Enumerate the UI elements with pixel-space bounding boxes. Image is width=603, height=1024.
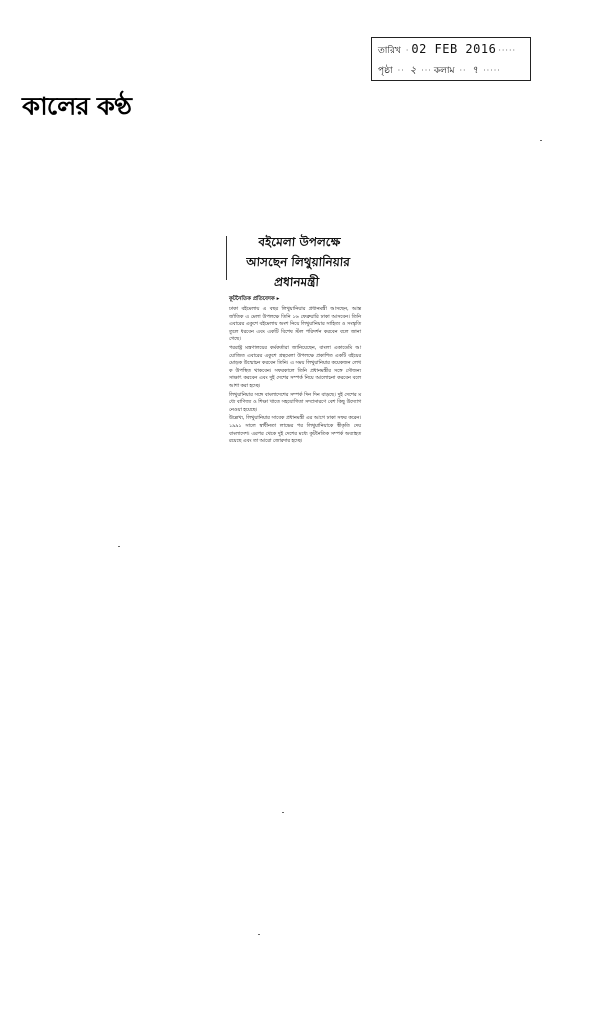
stamp-column-value: ৭ [471, 65, 479, 76]
article-paragraph: লিথুয়ানিয়ার সঙ্গে বাংলাদেশের সম্পর্ক দিন দিন বাড়ছে। দুই দেশের মধ্যে বাণিজ্য ও শিক্ষা খাতে সহযোগিতা সম্প্রসারণে বেশ কিছু উদ্যোগ নেওয়া হয়েছে। [229, 391, 361, 413]
article-byline: কূটনৈতিক প্রতিবেদক ▸ [229, 296, 280, 302]
newspaper-masthead: কালের কণ্ঠ [22, 92, 132, 122]
stamp-column-label: কলাম [433, 66, 455, 76]
article-paragraph: পররাষ্ট্র মন্ত্রণালয়ের কর্মকর্তারা জানিয়েছেন, বাংলা একাডেমি আয়োজিত এবারের একুশে গ্রন্থমেলা উপলক্ষে প্রকাশিত একটি বইয়ের মোড়ক উন্মোচন করবেন তিনি। এ সময় লিথুয়ানিয়ার কয়েকজন লেখক উপস্থিত থাকবেন। সফরকালে তিনি প্রধানমন্ত্রীর সঙ্গে সৌজন্য সাক্ষাৎ করবেন এবং দুই দেশের সম্পর্ক নিয়ে আলোচনা করবেন বলে আশা করা হচ্ছে। [229, 344, 361, 389]
scan-speck [118, 546, 120, 547]
clipping-bracket [226, 236, 233, 280]
stamp-page-row [378, 63, 503, 80]
news-clipping [229, 232, 361, 447]
scan-speck [258, 934, 260, 935]
stamp-dots: ····· [483, 66, 501, 75]
stamp-dots: ·· [397, 66, 405, 75]
stamp-date-label: তারিখ [378, 46, 401, 56]
scan-speck [540, 140, 542, 141]
article-paragraph: ঢাকা বইমেলায় এ বছর লিথুয়ানিয়ার প্রধানমন্ত্রী আসছেন, আন্তর্জাতিক এ মেলা উপলক্ষে তিনি ১৬ ফেব্রুয়ারি ঢাকা আসবেন। তিনি এবারের একুশে বইমেলায় অংশ নিয়ে লিথুয়ানিয়ার সাহিত্য ও সংস্কৃতি তুলে ধরবেন এবং একটি বিশেষ স্টল পরিদর্শন করবেন বলে জানা গেছে। [229, 306, 361, 343]
article-paragraph: উল্লেখ্য, লিথুয়ানিয়ার সাবেক প্রধানমন্ত্রী এর আগে ঢাকা সফর করেন। ১৯৯১ সালে স্বাধীনতা লাভের পর লিথুয়ানিয়াকে স্বীকৃতি দেয় বাংলাদেশ। এরপর থেকে দুই দেশের মধ্যে কূটনৈতিক সম্পর্ক অব্যাহত রয়েছে এবং তা আরো জোরদার হচ্ছে। [229, 415, 361, 445]
stamp-page-label: পৃষ্ঠা [378, 66, 393, 76]
stamp-dots: ·· [459, 66, 467, 75]
article-headline [233, 232, 363, 292]
stamp-page-value: ২ [409, 65, 417, 76]
headline-line-3: প্রধানমন্ত্রী [273, 275, 320, 289]
headline-line-1: বইমেলা উপলক্ষে [257, 235, 341, 249]
stamp-date-row [378, 42, 518, 58]
headline-line-2: আসছেন লিথুয়ানিয়ার [245, 255, 351, 269]
date-stamp [371, 37, 531, 81]
stamp-date-value: 02 FEB 2016 [411, 42, 497, 56]
stamp-dots: ····· [498, 46, 517, 55]
stamp-dots: ··· [421, 66, 432, 75]
scan-speck [282, 812, 284, 813]
stamp-dots: · [405, 46, 410, 55]
